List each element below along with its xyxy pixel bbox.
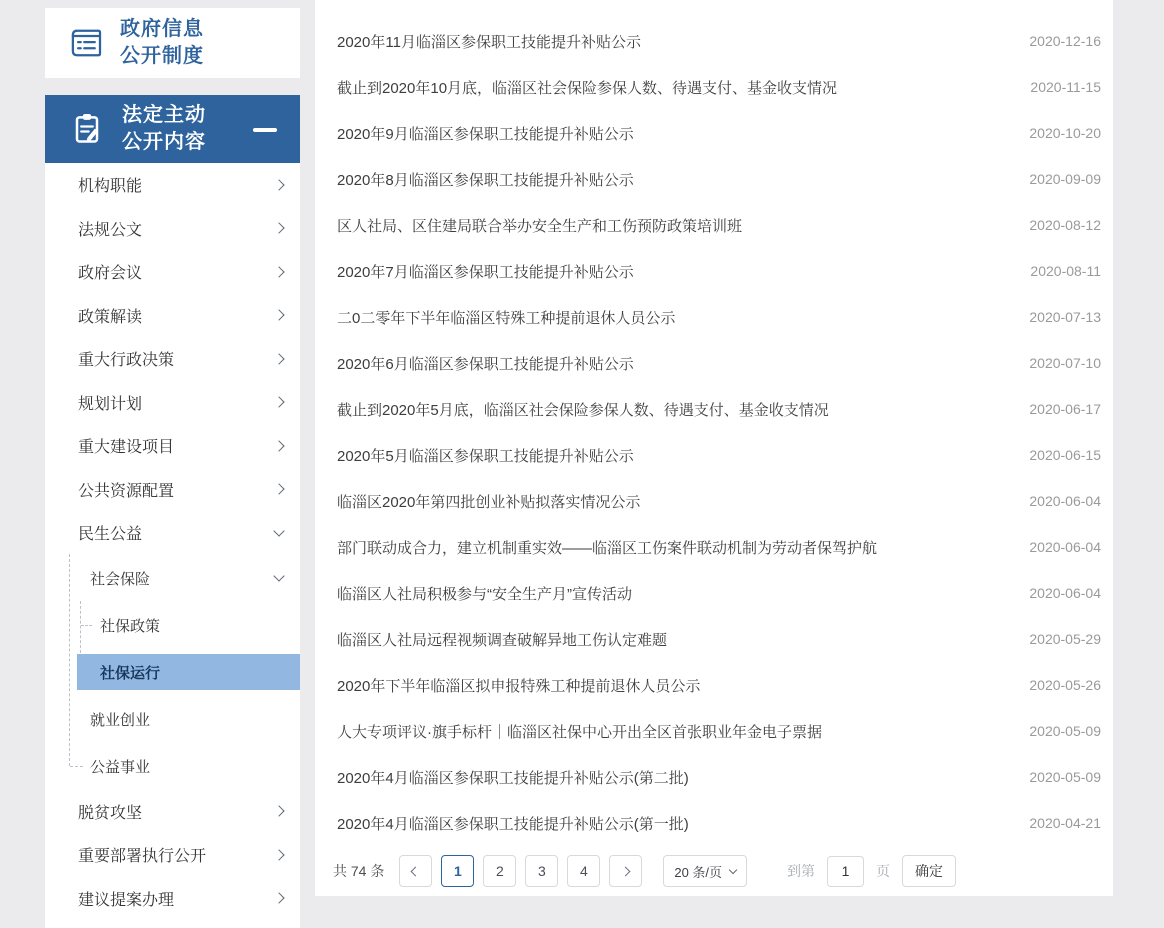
article-date: 2020-05-26 (1029, 677, 1101, 693)
next-page-button[interactable] (609, 855, 642, 887)
chevron-right-icon (273, 893, 284, 904)
menu-item-label: 建议提案办理 (78, 891, 175, 909)
sidebar-menu-item[interactable] (45, 790, 300, 834)
content-panel (315, 0, 1113, 896)
article-date: 2020-08-11 (1030, 263, 1101, 279)
sidebar-menu-item[interactable] (45, 833, 300, 877)
clipboard-pencil-icon (67, 109, 107, 149)
tree-dashed-line (81, 625, 92, 626)
sidebar-menu-item[interactable] (45, 381, 300, 425)
article-date: 2020-04-21 (1029, 815, 1101, 831)
article-date: 2020-05-09 (1029, 723, 1101, 739)
tree-dashed-line (80, 601, 81, 653)
chevron-right-icon (273, 397, 284, 408)
article-date: 2020-07-13 (1029, 309, 1101, 325)
chevron-right-icon (273, 440, 284, 451)
sidebar-section-line1: 法定主动 (122, 104, 206, 126)
menu-item-label: 公益事业 (90, 758, 151, 776)
prev-page-button[interactable] (399, 855, 432, 887)
article-list (315, 18, 1113, 846)
sidebar-menu-item[interactable] (45, 743, 300, 790)
menu-item-label: 政策解读 (78, 308, 143, 326)
chevron-right-icon (273, 484, 284, 495)
chevron-right-icon (273, 179, 284, 190)
sidebar-menu (45, 163, 300, 928)
article-link[interactable]: 人大专项评议·旗手标杆｜临淄区社保中心开出全区首张职业年金电子票据 (337, 723, 822, 741)
sidebar-menu-item[interactable] (45, 424, 300, 468)
list-item (315, 294, 1113, 340)
page-number-button[interactable]: 4 (567, 855, 600, 887)
list-item (315, 754, 1113, 800)
article-date: 2020-05-09 (1029, 769, 1101, 785)
total-count: 共 74 条 (333, 863, 385, 879)
article-link[interactable]: 临淄区人社局积极参与“安全生产月”宣传活动 (337, 585, 632, 603)
menu-item-label: 规划计划 (78, 395, 143, 413)
article-date: 2020-05-29 (1029, 631, 1101, 647)
menu-item-label: 社会保险 (90, 570, 151, 588)
article-link[interactable]: 2020年7月临淄区参保职工技能提升补贴公示 (337, 263, 634, 281)
tree-dashed-line (69, 554, 70, 766)
article-date: 2020-06-04 (1029, 539, 1101, 555)
menu-item-label: 重大行政决策 (78, 352, 175, 370)
sidebar-header-line1: 政府信息 (120, 18, 204, 40)
list-item (315, 110, 1113, 156)
page-size-select[interactable] (663, 855, 747, 887)
article-link[interactable]: 区人社局、区住建局联合举办安全生产和工伤预防政策培训班 (337, 217, 743, 235)
menu-item-label: 社保政策 (100, 617, 161, 635)
list-item (315, 616, 1113, 662)
list-item (315, 18, 1113, 64)
article-date: 2020-10-20 (1029, 125, 1101, 141)
list-item (315, 64, 1113, 110)
article-link[interactable]: 临淄区2020年第四批创业补贴拟落实情况公示 (337, 493, 641, 511)
chevron-down-icon (729, 865, 737, 873)
menu-item-label: 法规公文 (78, 221, 143, 239)
chevron-right-icon (273, 353, 284, 364)
chevron-right-icon (273, 806, 284, 817)
page-buttons (441, 855, 609, 887)
page-number-button[interactable]: 2 (483, 855, 516, 887)
chevron-down-icon (273, 570, 284, 581)
article-date: 2020-12-16 (1029, 33, 1101, 49)
sidebar-menu-item[interactable] (45, 250, 300, 294)
article-link[interactable]: 2020年8月临淄区参保职工技能提升补贴公示 (337, 171, 634, 189)
article-date: 2020-06-17 (1029, 401, 1101, 417)
page-number-button[interactable]: 1 (441, 855, 474, 887)
list-item (315, 800, 1113, 846)
sidebar-header-line2: 公开制度 (120, 45, 204, 67)
goto-page-input[interactable] (827, 856, 864, 887)
list-item (315, 708, 1113, 754)
list-item (315, 432, 1113, 478)
sidebar-header-card (45, 8, 300, 78)
article-link[interactable]: 截止到2020年5月底，临淄区社会保险参保人数、待遇支付、基金收支情况 (337, 401, 829, 419)
list-item (315, 570, 1113, 616)
article-link[interactable]: 二0二零年下半年临淄区特殊工种提前退休人员公示 (337, 309, 676, 327)
sidebar-section-line2: 公开内容 (122, 131, 206, 153)
article-link[interactable]: 2020年9月临淄区参保职工技能提升补贴公示 (337, 125, 634, 143)
menu-item-label: 重大建设项目 (78, 439, 175, 457)
sidebar-header-title (120, 16, 204, 70)
sidebar-menu-item[interactable] (45, 555, 300, 602)
article-date: 2020-08-12 (1029, 217, 1101, 233)
sidebar-section-title (122, 102, 206, 156)
chevron-down-icon (273, 525, 284, 536)
article-link[interactable]: 部门联动成合力，建立机制重实效——临淄区工伤案件联动机制为劳动者保驾护航 (337, 539, 878, 557)
list-item (315, 478, 1113, 524)
sidebar-menu-item[interactable] (45, 163, 300, 207)
article-link[interactable]: 2020年4月临淄区参保职工技能提升补贴公示(第二批) (337, 769, 689, 787)
article-link[interactable]: 2020年4月临淄区参保职工技能提升补贴公示(第一批) (337, 815, 689, 833)
chevron-right-icon (273, 223, 284, 234)
article-link[interactable]: 2020年11月临淄区参保职工技能提升补贴公示 (337, 33, 641, 51)
article-link[interactable]: 2020年6月临淄区参保职工技能提升补贴公示 (337, 355, 634, 373)
chevron-left-icon (411, 866, 421, 876)
article-date: 2020-11-15 (1030, 79, 1101, 95)
chevron-right-icon (273, 849, 284, 860)
article-date: 2020-06-04 (1029, 585, 1101, 601)
chevron-right-icon (273, 310, 284, 321)
sidebar-menu-item[interactable] (45, 337, 300, 381)
page-size-label: 20 条/页 (674, 864, 723, 880)
menu-item-label: 政府会议 (78, 265, 143, 283)
menu-item-label: 公共资源配置 (78, 482, 175, 500)
sidebar-menu-item[interactable] (45, 511, 300, 555)
list-item (315, 340, 1113, 386)
list-item (315, 202, 1113, 248)
list-item (315, 386, 1113, 432)
chevron-right-icon (273, 266, 284, 277)
menu-item-label: 脱贫攻坚 (78, 804, 143, 822)
sidebar-menu-item[interactable] (45, 207, 300, 251)
goto-prefix-label: 到第 (787, 863, 816, 879)
article-link[interactable]: 临淄区人社局远程视频调查破解异地工伤认定难题 (337, 631, 668, 649)
chevron-right-icon (621, 866, 631, 876)
sidebar-menu-item[interactable] (45, 696, 300, 743)
article-link[interactable]: 截止到2020年10月底，临淄区社会保险参保人数、待遇支付、基金收支情况 (337, 79, 838, 97)
article-link[interactable]: 2020年5月临淄区参保职工技能提升补贴公示 (337, 447, 634, 465)
document-lines-icon (65, 22, 107, 64)
article-date: 2020-06-15 (1029, 447, 1101, 463)
menu-item-label: 机构职能 (78, 178, 143, 196)
minus-icon[interactable] (253, 128, 277, 132)
list-item (315, 524, 1113, 570)
sidebar-menu-item[interactable] (45, 294, 300, 338)
confirm-button[interactable]: 确定 (902, 855, 956, 887)
pagination (333, 855, 1099, 887)
menu-item-label: 就业创业 (90, 711, 151, 729)
list-item (315, 248, 1113, 294)
sidebar-menu-item[interactable] (45, 468, 300, 512)
article-link[interactable]: 2020年下半年临淄区拟申报特殊工种提前退休人员公示 (337, 677, 701, 695)
sidebar-menu-item[interactable] (45, 877, 300, 921)
list-item (315, 662, 1113, 708)
page-number-button[interactable]: 3 (525, 855, 558, 887)
menu-item-label: 社保运行 (100, 664, 161, 682)
sidebar-section-header[interactable] (45, 95, 300, 163)
tree-dashed-line (70, 766, 83, 767)
sidebar-menu-item[interactable] (77, 654, 300, 690)
article-date: 2020-07-10 (1029, 355, 1101, 371)
list-item (315, 156, 1113, 202)
article-date: 2020-09-09 (1029, 171, 1101, 187)
menu-item-label: 民生公益 (78, 526, 143, 544)
goto-suffix-label: 页 (876, 863, 891, 879)
sidebar (45, 0, 300, 928)
menu-item-label: 重要部署执行公开 (78, 848, 207, 866)
article-date: 2020-06-04 (1029, 493, 1101, 509)
